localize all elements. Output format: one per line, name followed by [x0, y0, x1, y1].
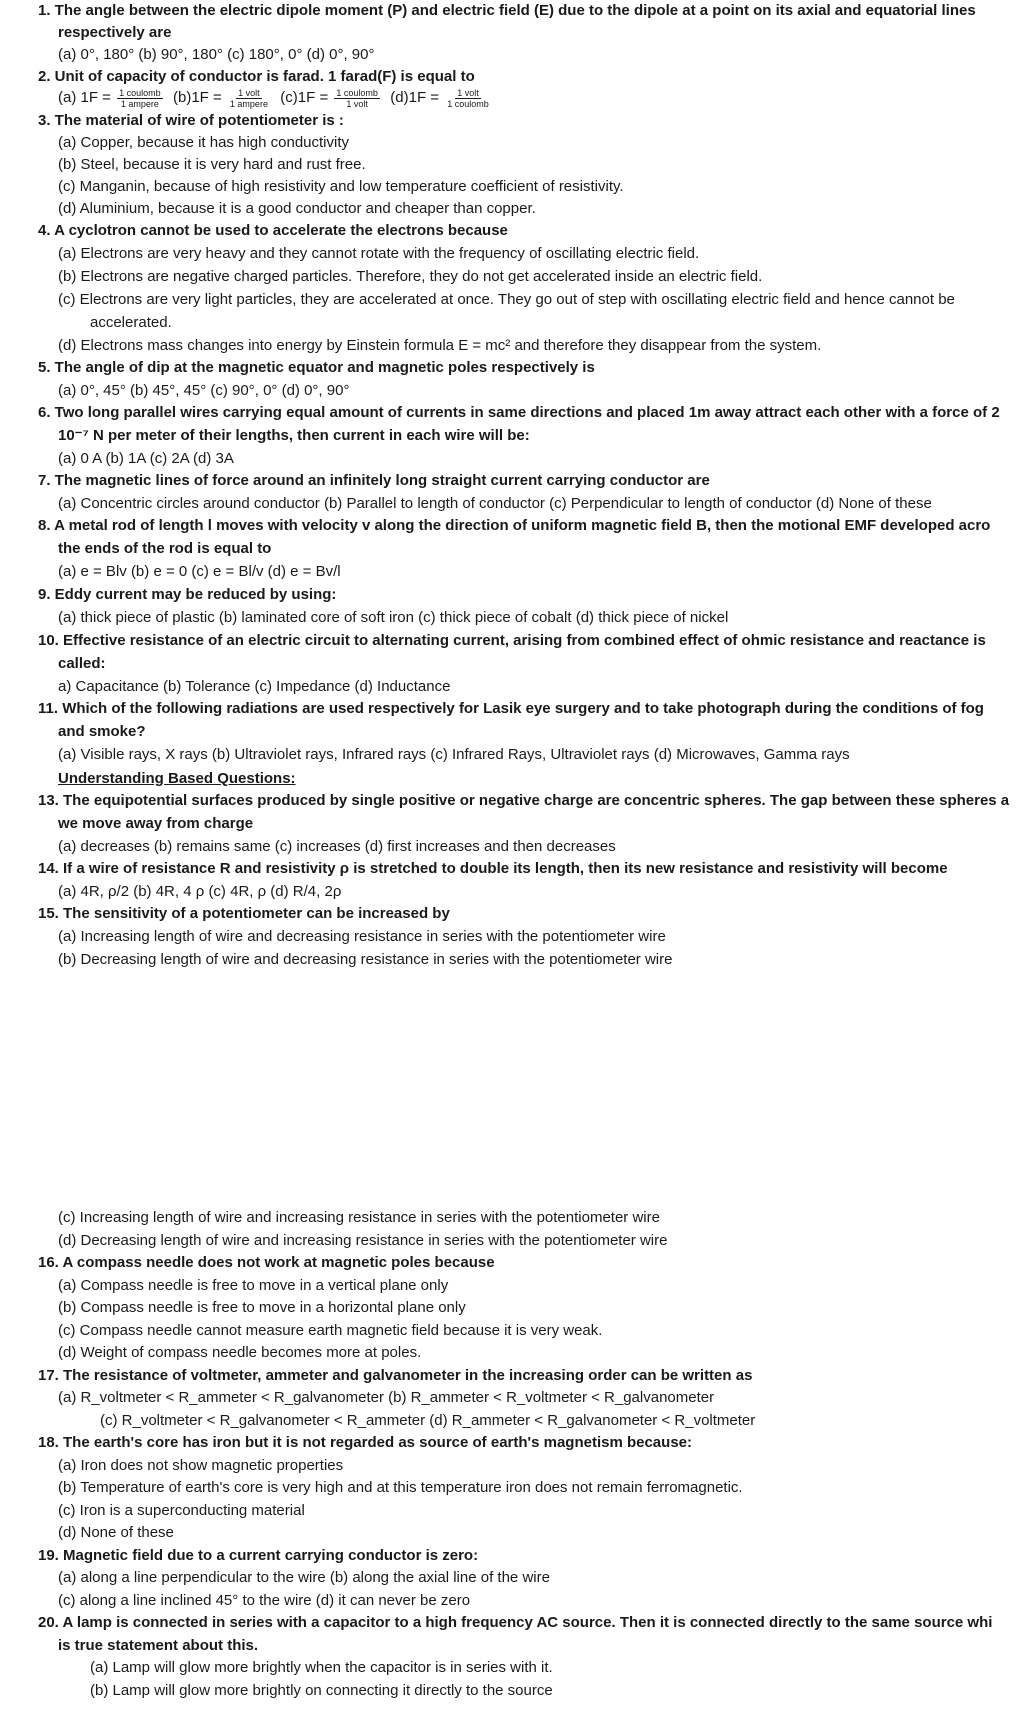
option-line: (d) Aluminium, because it is a good conductor and cheaper than copper. [58, 200, 536, 217]
option-line: (a) Compass needle is free to move in a vertical plane only [58, 1277, 449, 1294]
question-line: 8. A metal rod of length l moves with velocity v along the direction of uniform magnetic field B, then the motional EMF developed acro [38, 517, 991, 534]
option-line: (c) Compass needle cannot measure earth magnetic field because it is very weak. [58, 1322, 603, 1339]
option-line: (a) Visible rays, X rays (b) Ultraviolet rays, Infrared rays (c) Infrared Rays, Ultraviolet rays (d) Microwaves, Gamma rays [58, 746, 850, 763]
option-line: (a) 0°, 45° (b) 45°, 45° (c) 90°, 0° (d) 0°, 90° [58, 382, 350, 399]
option-line: (d) Electrons mass changes into energy by Einstein formula E = mc² and therefore they disappear from the system. [58, 337, 822, 354]
question-line: 6. Two long parallel wires carrying equal amount of currents in same directions and placed 1m away attract each other with a force of 2 [38, 404, 1000, 421]
section-heading: Understanding Based Questions: [58, 770, 296, 787]
question-line: 14. If a wire of resistance R and resistivity ρ is stretched to double its length, then its new resistance and resistivity will become [38, 860, 948, 877]
option-line: (d) Decreasing length of wire and increasing resistance in series with the potentiometer wire [58, 1232, 668, 1249]
question-line: 9. Eddy current may be reduced by using: [38, 586, 337, 603]
q2-options: (a) 1F = $\frac{\text{1 coulomb}}{\text{1 ampere}}$ (b)1F = $\frac{\text{1 volt}}{\text{1 ampere}}$ (c)1F = $\frac{\text{1 coulomb}}{\text{1 volt}}$ (d)1F = $\frac{\text{1 volt}}{\text{1 coulomb}}$ [58, 87, 489, 109]
question-line: 10. Effective resistance of an electric circuit to alternating current, arising from combined effect of ohmic resistance and reactance is [38, 632, 986, 649]
option-line: (c) R_voltmeter < R_galvanometer < R_ammeter (d) R_ammeter < R_galvanometer < R_voltmeter [100, 1412, 756, 1429]
option-line: (c) along a line inclined 45° to the wire (d) it can never be zero [58, 1592, 471, 1609]
option-line: (b) Decreasing length of wire and decreasing resistance in series with the potentiometer wire [58, 951, 673, 968]
option-line: (b) Steel, because it is very hard and rust free. [58, 156, 366, 173]
q2-fraction-b: $\frac{\text{1 volt}}{\text{1 ampere}}$ [229, 87, 268, 109]
option-line: (c) Electrons are very light particles, they are accelerated at once. They go out of step with oscillating electric field and hence cannot be [58, 291, 955, 308]
option-line: (a) Increasing length of wire and decreasing resistance in series with the potentiometer wire [58, 928, 666, 945]
option-line: (d) None of these [58, 1524, 174, 1541]
option-line: (a) e = Blv (b) e = 0 (c) e = Bl/v (d) e = Bv/l [58, 563, 341, 580]
question-line: 18. The earth's core has iron but it is not regarded as source of earth's magnetism because: [38, 1434, 692, 1451]
option-line: (a) Iron does not show magnetic properties [58, 1457, 344, 1474]
question-line: 4. A cyclotron cannot be used to accelerate the electrons because [38, 222, 508, 239]
option-line: (a) Copper, because it has high conductivity [58, 134, 349, 151]
option-line: (a) thick piece of plastic (b) laminated core of soft iron (c) thick piece of cobalt (d) thick piece of nickel [58, 609, 729, 626]
question-line: 3. The material of wire of potentiometer is : [38, 112, 344, 129]
question-line: 7. The magnetic lines of force around an infinitely long straight current carrying conductor are [38, 472, 710, 489]
option-line: (a) Electrons are very heavy and they cannot rotate with the frequency of oscillating electric field. [58, 245, 700, 262]
question-line: 2. Unit of capacity of conductor is farad. 1 farad(F) is equal to [38, 68, 475, 85]
question-line: 13. The equipotential surfaces produced by single positive or negative charge are concentric spheres. The gap between these spheres a [38, 792, 1010, 809]
option-line: (b) Electrons are negative charged particles. Therefore, they do not get accelerated inside an electric field. [58, 268, 763, 285]
option-line: (a) 0°, 180° (b) 90°, 180° (c) 180°, 0° (d) 0°, 90° [58, 46, 375, 63]
question-line: 15. The sensitivity of a potentiometer can be increased by [38, 905, 450, 922]
question-line: we move away from charge [58, 815, 254, 832]
option-line: accelerated. [90, 314, 172, 331]
question-line: 11. Which of the following radiations are used respectively for Lasik eye surgery and to take photograph during the conditions of fog [38, 700, 984, 717]
question-line: is true statement about this. [58, 1637, 259, 1654]
option-line: (b) Temperature of earth's core is very high and at this temperature iron does not remain ferromagnetic. [58, 1479, 743, 1496]
option-line: (a) decreases (b) remains same (c) increases (d) first increases and then decreases [58, 838, 616, 855]
q2-fraction-c: $\frac{\text{1 coulomb}}{\text{1 volt}}$ [336, 87, 378, 109]
question-line: 16. A compass needle does not work at magnetic poles because [38, 1254, 495, 1271]
question-line: respectively are [58, 24, 172, 41]
question-line: called: [58, 655, 106, 672]
option-line: (a) R_voltmeter < R_ammeter < R_galvanometer (b) R_ammeter < R_voltmeter < R_galvanometer [58, 1389, 715, 1406]
option-line: (a) 4R, ρ/2 (b) 4R, 4 ρ (c) 4R, ρ (d) R/4, 2ρ [58, 883, 342, 900]
question-line: 10⁻⁷ N per meter of their lengths, then current in each wire will be: [58, 427, 530, 444]
page-break-gap [0, 1130, 1024, 1196]
option-line: (b) Lamp will glow more brightly on connecting it directly to the source [90, 1682, 553, 1699]
q2-fraction-a: $\frac{\text{1 coulomb}}{\text{1 ampere}}$ [119, 87, 161, 109]
option-line: a) Capacitance (b) Tolerance (c) Impedance (d) Inductance [58, 678, 451, 695]
option-line: (c) Iron is a superconducting material [58, 1502, 305, 1519]
question-line: and smoke? [58, 723, 146, 740]
question-line: 5. The angle of dip at the magnetic equator and magnetic poles respectively is [38, 359, 595, 376]
option-line: (a) Lamp will glow more brightly when the capacitor is in series with it. [90, 1659, 553, 1676]
option-line: (b) Compass needle is free to move in a horizontal plane only [58, 1299, 466, 1316]
option-line: (a) 0 A (b) 1A (c) 2A (d) 3A [58, 450, 234, 467]
question-line: the ends of the rod is equal to [58, 540, 272, 557]
option-line: (c) Increasing length of wire and increasing resistance in series with the potentiometer wire [58, 1209, 660, 1226]
question-line: 20. A lamp is connected in series with a capacitor to a high frequency AC source. Then it is connected directly to the same source whi [38, 1614, 993, 1631]
question-line: 1. The angle between the electric dipole moment (P) and electric field (E) due to the dipole at a point on its axial and equatorial lines [38, 2, 976, 19]
question-line: 17. The resistance of voltmeter, ammeter and galvanometer in the increasing order can be written as [38, 1367, 753, 1384]
option-line: (a) along a line perpendicular to the wire (b) along the axial line of the wire [58, 1569, 550, 1586]
option-line: (a) Concentric circles around conductor (b) Parallel to length of conductor (c) Perpendicular to length of conductor (d) None of these [58, 495, 932, 512]
question-line: 19. Magnetic field due to a current carrying conductor is zero: [38, 1547, 479, 1564]
q2-fraction-d: $\frac{\text{1 volt}}{\text{1 coulomb}}$ [447, 87, 489, 109]
option-line: (d) Weight of compass needle becomes more at poles. [58, 1344, 422, 1361]
option-line: (c) Manganin, because of high resistivity and low temperature coefficient of resistivity. [58, 178, 624, 195]
